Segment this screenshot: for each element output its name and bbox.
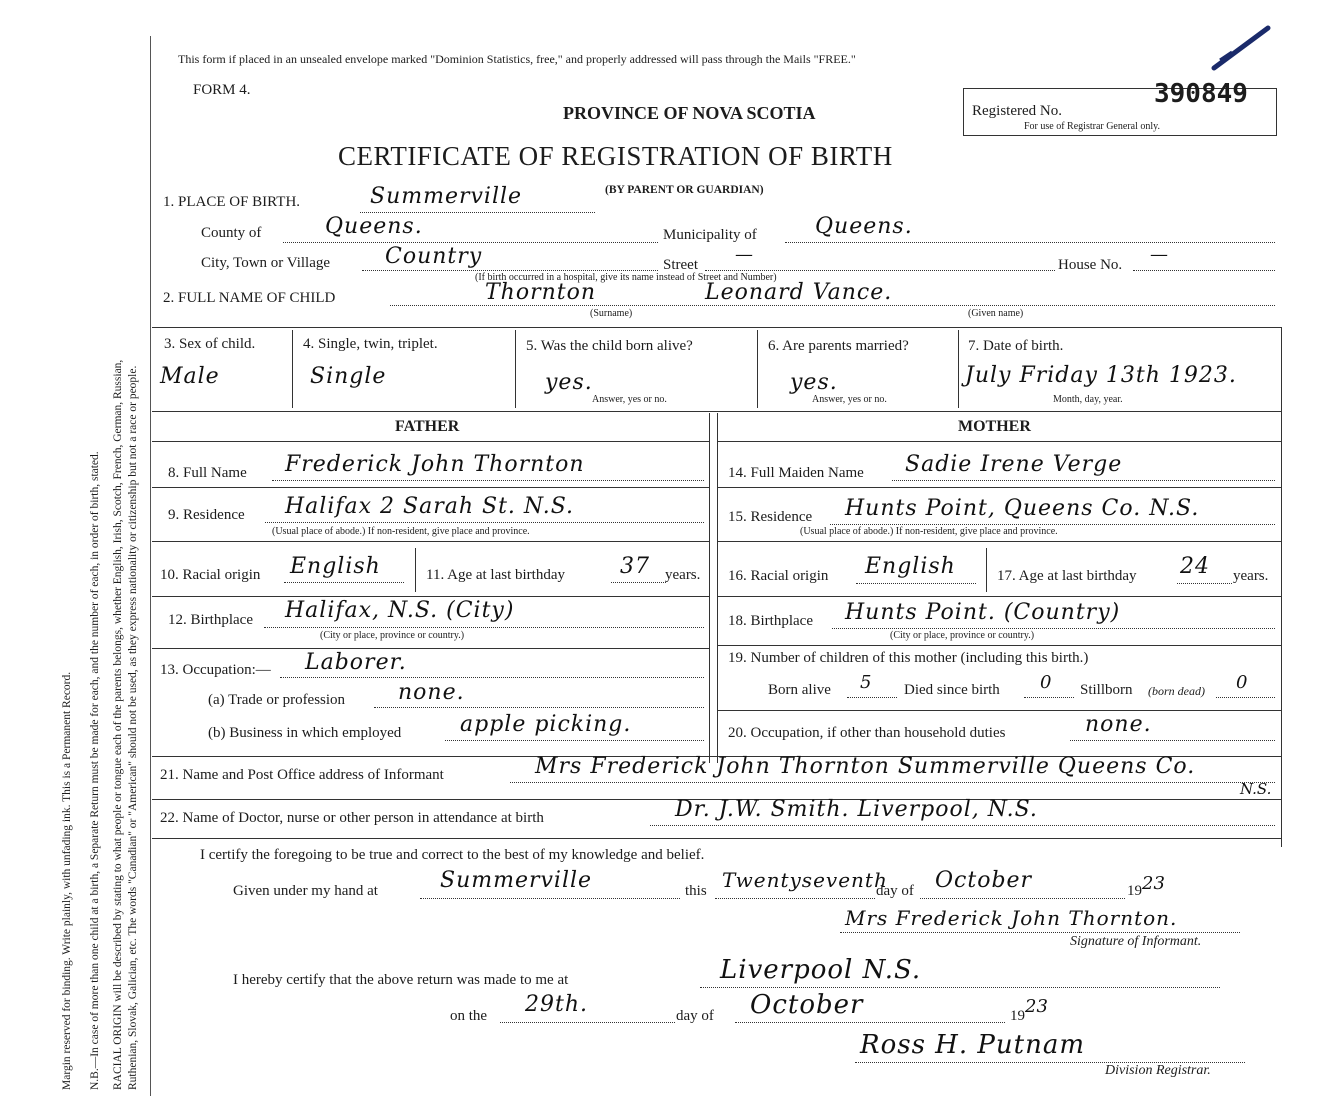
registered-number-box [963, 79, 1277, 136]
child-name-label: 2. FULL NAME OF CHILD [163, 290, 336, 306]
father-racial-label: 10. Racial origin [160, 567, 261, 583]
county-value: Queens. [325, 214, 423, 239]
certify-day-label: day of [876, 883, 914, 899]
stillborn-note: (born dead) [1148, 684, 1205, 698]
registered-label: Registered No. [972, 103, 1062, 119]
sex-value: Male [160, 364, 220, 389]
sex-label: 3. Sex of child. [164, 336, 256, 352]
mother-occupation-value: none. [1085, 712, 1152, 737]
registrar-signature: Ross H. Putnam [860, 1030, 1085, 1060]
registered-note: For use of Registrar General only. [1024, 121, 1160, 132]
informant-signature-label: Signature of Informant. [1070, 934, 1202, 949]
surname-note: (Surname) [590, 308, 633, 319]
father-residence-label: 9. Residence [168, 507, 245, 523]
mother-racial-label: 16. Racial origin [728, 568, 829, 584]
margin-note-4: Ruthenian, Slovak, Galician, etc. The words "Canadian" or "American" should not be used, as they express nationality or citizenship but not a race or people. [127, 365, 139, 1090]
mother-racial-value: English [865, 554, 956, 579]
mother-residence-note: (Usual place of abode.) If non-resident, give place and province. [800, 526, 1058, 537]
certify-year-value: 23 [1142, 873, 1165, 894]
single-twin-label: 4. Single, twin, triplet. [303, 336, 438, 352]
trade-value: none. [398, 680, 465, 705]
father-name-label: 8. Full Name [168, 465, 247, 481]
stillborn-value: 0 [1236, 672, 1248, 693]
mother-birthplace-value: Hunts Point. (Country) [845, 600, 1121, 625]
child-surname: Thornton [485, 280, 597, 305]
parents-married-label: 6. Are parents married? [768, 338, 909, 354]
registrar-month-value: October [750, 990, 864, 1020]
father-racial-value: English [290, 554, 381, 579]
registered-number: 390849 [1154, 79, 1248, 109]
mother-heading: MOTHER [958, 418, 1031, 435]
registrar-place-value: Liverpool N.S. [720, 955, 922, 985]
father-occupation-label: 13. Occupation:— [160, 662, 271, 678]
trade-label: (a) Trade or profession [208, 692, 346, 708]
place-of-birth-label: 1. PLACE OF BIRTH. [163, 194, 301, 210]
mother-age-unit: years. [1233, 568, 1269, 584]
province-heading: PROVINCE OF NOVA SCOTIA [563, 103, 816, 123]
stillborn-label: Stillborn [1080, 682, 1133, 698]
registrar-year-prefix: 19 [1010, 1008, 1025, 1024]
house-number-label: House No. [1058, 257, 1123, 273]
certificate-subtitle: (BY PARENT OR GUARDIAN) [605, 184, 764, 196]
mother-age-label: 17. Age at last birthday [997, 568, 1137, 584]
mother-name-label: 14. Full Maiden Name [728, 465, 864, 481]
street-value: — [735, 244, 753, 265]
date-of-birth-label: 7. Date of birth. [968, 338, 1064, 354]
place-of-birth-value: Summerville [370, 184, 523, 209]
municipality-label: Municipality of [663, 227, 757, 243]
municipality-value: Queens. [815, 214, 913, 239]
mail-notice: This form if placed in an unsealed envelope marked "Dominion Statistics, free," and properly addressed will pass through the Mails "FREE." [178, 52, 856, 66]
margin-note-2: N.B.—In case of more than one child at a birth, a Separate Return must be made for each, and the number of each, in order of birth, stated. [89, 451, 101, 1090]
form-number: FORM 4. [193, 82, 251, 98]
informant-value-cont: N.S. [1240, 780, 1272, 798]
father-heading: FATHER [395, 418, 460, 435]
mother-name-value: Sadie Irene Verge [905, 452, 1123, 477]
informant-signature: Mrs Frederick John Thornton. [845, 906, 1178, 930]
registrar-text: I hereby certify that the above return was made to me at [233, 972, 569, 988]
registrar-on-label: on the [450, 1008, 488, 1024]
born-alive-value: yes. [545, 370, 593, 395]
certify-month-value: October [935, 868, 1033, 893]
born-alive-count-value: 5 [860, 672, 872, 693]
registrar-day-value: 29th. [525, 992, 588, 1017]
mother-birthplace-label: 18. Birthplace [728, 613, 813, 629]
parents-married-value: yes. [790, 370, 838, 395]
margin-rule [150, 36, 151, 1096]
margin-note-1: Margin reserved for binding. Write plainly, with unfading ink. This is a Permanent Record. [61, 671, 73, 1090]
given-place-value: Summerville [440, 868, 593, 893]
this-label: this [685, 883, 707, 899]
mother-age-value: 24 [1180, 554, 1210, 579]
city-label: City, Town or Village [201, 255, 331, 271]
doctor-value: Dr. J.W. Smith. Liverpool, N.S. [675, 797, 1038, 822]
informant-label: 21. Name and Post Office address of Informant [160, 767, 444, 783]
certify-text: I certify the foregoing to be true and correct to the best of my knowledge and belief. [200, 847, 705, 863]
given-name-note: (Given name) [968, 308, 1024, 319]
business-label: (b) Business in which employed [208, 725, 402, 741]
pen-mark-icon [1210, 22, 1274, 72]
mother-birthplace-note: (City or place, province or country.) [890, 630, 1035, 641]
father-birthplace-label: 12. Birthplace [168, 612, 253, 628]
informant-value: Mrs Frederick John Thornton Summerville Queens Co. [535, 754, 1196, 779]
father-birthplace-value: Halifax, N.S. (City) [285, 598, 515, 623]
father-residence-note: (Usual place of abode.) If non-resident, give place and province. [272, 526, 530, 537]
date-of-birth-value: July Friday 13th 1923. [965, 363, 1237, 388]
registrar-year-value: 23 [1025, 996, 1048, 1017]
children-count-label: 19. Number of children of this mother (including this birth.) [728, 650, 1089, 666]
county-label: County of [201, 225, 262, 241]
father-occupation-value: Laborer. [305, 650, 407, 675]
father-age-unit: years. [665, 567, 701, 583]
mother-residence-label: 15. Residence [728, 509, 813, 525]
father-age-value: 37 [620, 554, 650, 579]
business-value: apple picking. [460, 712, 632, 737]
doctor-label: 22. Name of Doctor, nurse or other person in attendance at birth [160, 810, 544, 826]
certify-day-value: Twentyseventh [722, 868, 888, 892]
parents-married-note: Answer, yes or no. [812, 394, 887, 405]
certify-year-prefix: 19 [1127, 883, 1142, 899]
died-since-birth-label: Died since birth [904, 682, 1000, 698]
given-under-hand-label: Given under my hand at [233, 883, 378, 899]
street-label: Street [663, 257, 698, 273]
house-number-value: — [1150, 244, 1168, 265]
margin-note-3: RACIAL ORIGIN will be described by stating to what people or tongue each of the parents belongs, whether English, Irish, Scotch, French, German, Russian, [112, 359, 124, 1090]
died-since-birth-value: 0 [1040, 672, 1052, 693]
born-alive-note: Answer, yes or no. [592, 394, 667, 405]
street-note: (If birth occurred in a hospital, give its name instead of Street and Number) [475, 272, 777, 283]
father-name-value: Frederick John Thornton [285, 452, 585, 477]
born-alive-label: 5. Was the child born alive? [526, 338, 693, 354]
father-birthplace-note: (City or place, province or country.) [320, 630, 465, 641]
child-given-name: Leonard Vance. [705, 280, 893, 305]
certificate-title: CERTIFICATE OF REGISTRATION OF BIRTH [338, 141, 893, 171]
born-alive-count-label: Born alive [768, 682, 831, 698]
date-of-birth-note: Month, day, year. [1053, 394, 1123, 405]
father-residence-value: Halifax 2 Sarah St. N.S. [285, 494, 575, 519]
margin-notes [12, 40, 142, 1090]
city-value: Country [385, 244, 483, 269]
single-twin-value: Single [310, 364, 387, 389]
registrar-signature-label: Division Registrar. [1105, 1063, 1211, 1078]
registrar-day-label: day of [676, 1008, 714, 1024]
mother-residence-value: Hunts Point, Queens Co. N.S. [845, 496, 1200, 521]
father-age-label: 11. Age at last birthday [426, 567, 565, 583]
mother-occupation-label: 20. Occupation, if other than household duties [728, 725, 1006, 741]
